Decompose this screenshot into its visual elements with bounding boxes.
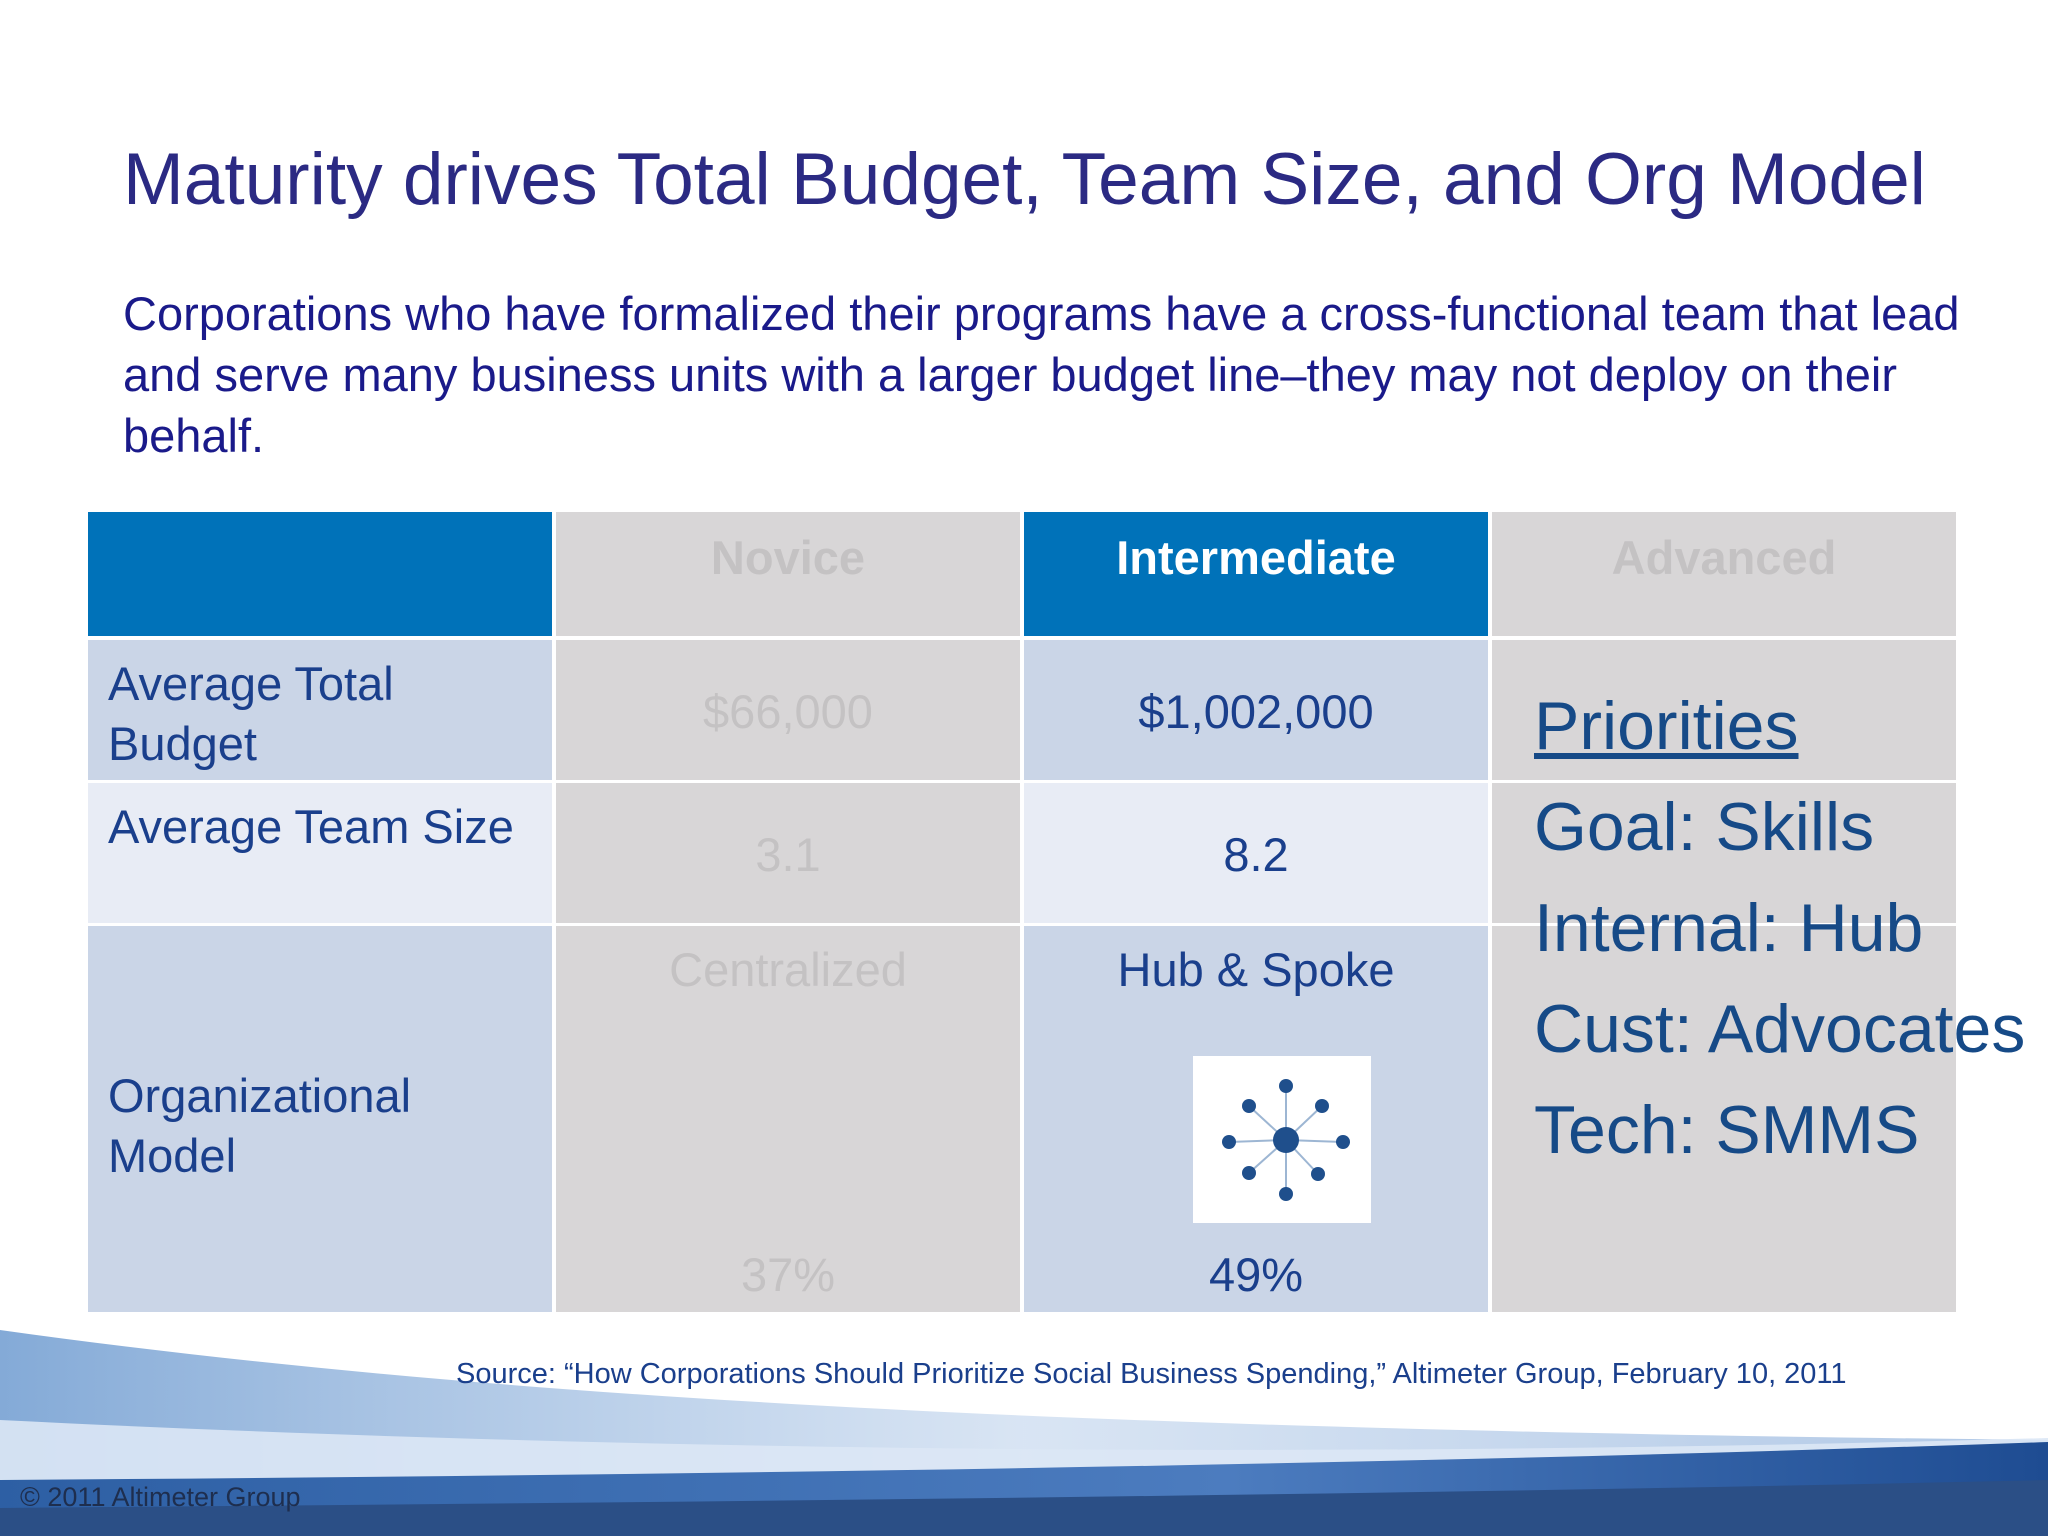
priority-item: Cust: Advocates	[1534, 991, 2026, 1067]
budget-label: Average Total Budget	[108, 657, 394, 770]
team-label-cell	[88, 783, 552, 926]
team-novice-cell	[556, 783, 1020, 926]
header-novice-cell	[556, 512, 1020, 640]
org-label: Organizational Model	[108, 1069, 412, 1182]
hub-spoke-diagram	[1193, 1056, 1371, 1223]
source-citation: Source: “How Corporations Should Prioritize Social Business Spending,” Altimeter Group, February 10, 2011	[456, 1358, 1847, 1390]
header-intermediate-cell	[1024, 512, 1488, 640]
header-intermediate: Intermediate	[1116, 531, 1396, 584]
header-row	[88, 512, 1956, 640]
org-novice-value: Centralized	[669, 943, 907, 996]
slide-subtitle: Corporations who have formalized their programs have a cross-functional team that lead and serve many business units with a larger budget line–they may not deploy on their behalf.	[123, 287, 1960, 462]
hub-spoke-icon	[1193, 1056, 1371, 1223]
org-intermediate-cell	[1024, 926, 1488, 1312]
slide-title: Maturity drives Total Budget, Team Size, and Org Model	[123, 139, 1926, 220]
team-intermediate-cell	[1024, 783, 1488, 926]
org-intermediate-percent: 49%	[1208, 1248, 1304, 1301]
copyright-notice: © 2011 Altimeter Group	[20, 1482, 301, 1512]
priorities-list	[1534, 676, 2025, 1181]
priorities-title: Priorities	[1534, 688, 1799, 764]
header-advanced: Advanced	[1611, 531, 1837, 584]
budget-intermediate-value: $1,002,000	[1138, 685, 1374, 738]
priority-item: Goal: Skills	[1534, 789, 1875, 865]
header-corner-cell	[88, 512, 552, 640]
org-novice-percent: 37%	[740, 1248, 836, 1301]
team-intermediate-value: 8.2	[1223, 828, 1289, 881]
budget-label-cell	[88, 640, 552, 783]
priority-item: Internal: Hub	[1534, 890, 1924, 966]
org-label-cell	[88, 926, 552, 1312]
team-novice-value: 3.1	[755, 828, 821, 881]
org-novice-cell	[556, 926, 1020, 1312]
budget-intermediate-cell	[1024, 640, 1488, 783]
header-advanced-cell	[1492, 512, 1956, 640]
budget-novice-cell	[556, 640, 1020, 783]
org-intermediate-value: Hub & Spoke	[1117, 943, 1395, 996]
header-novice: Novice	[710, 531, 866, 584]
budget-novice-value: $66,000	[703, 685, 873, 738]
team-label: Average Team Size	[108, 800, 514, 853]
priority-item: Tech: SMMS	[1534, 1092, 1920, 1168]
